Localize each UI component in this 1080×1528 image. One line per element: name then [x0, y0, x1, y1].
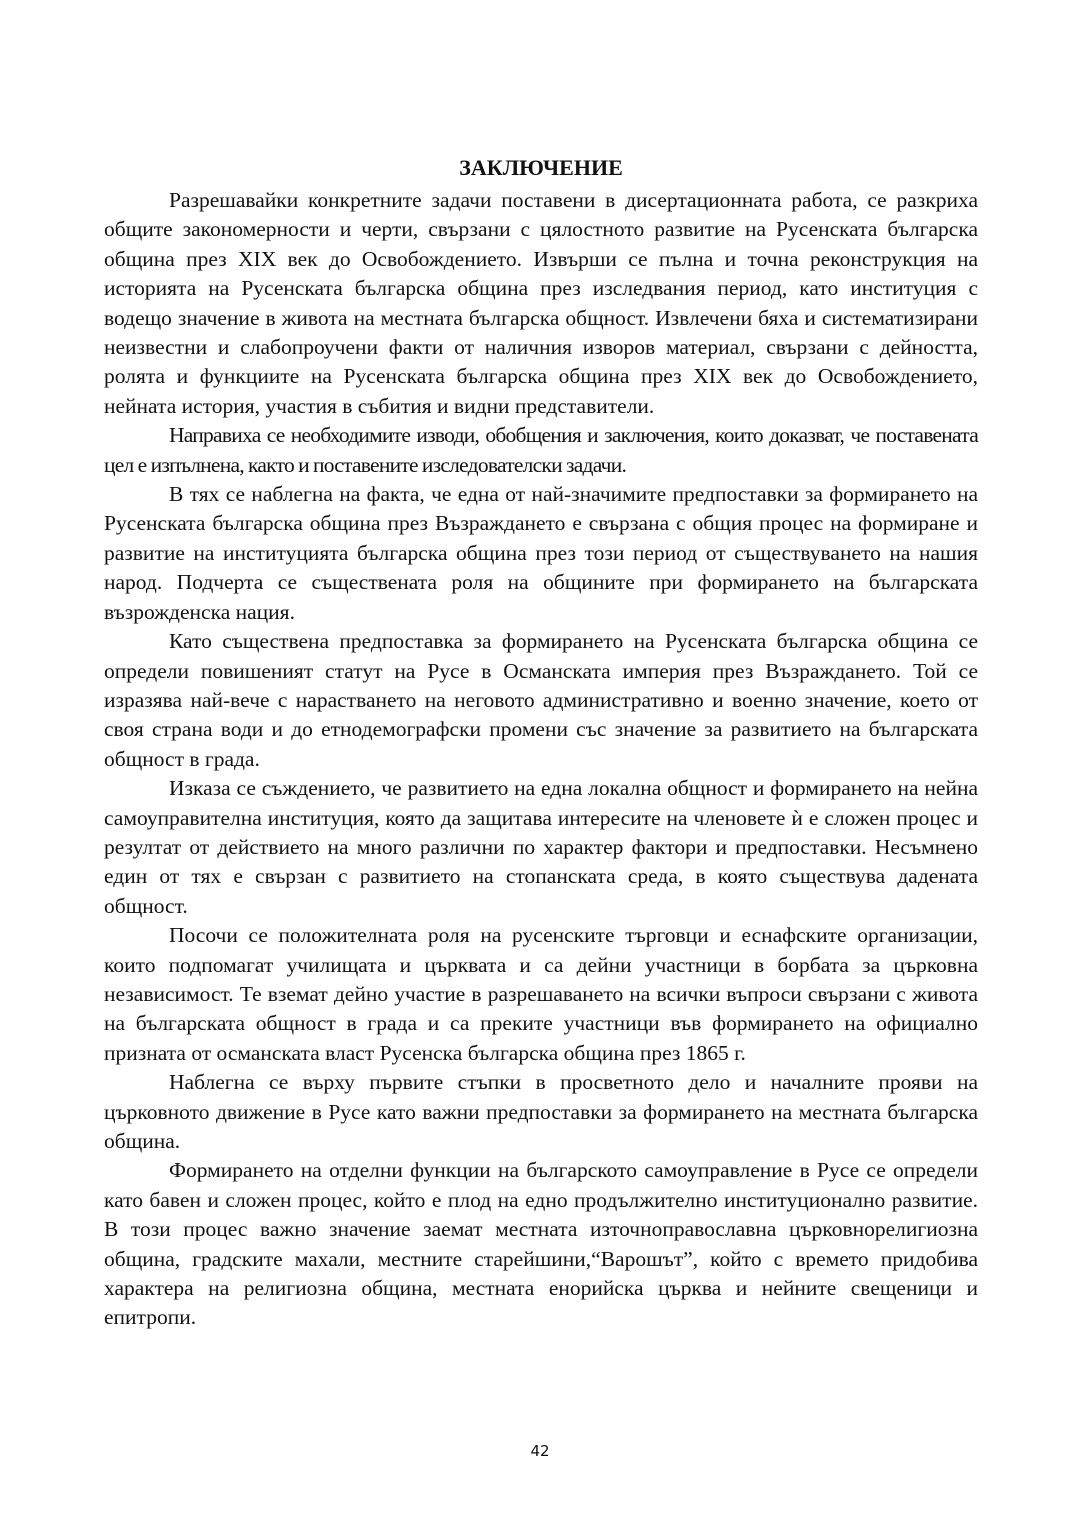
document-title: ЗАКЛЮЧЕНИЕ — [459, 155, 623, 180]
paragraph-6: Посочи се положителната роля на русенските търговци и еснафските организации, които подпомагат училищата и църквата и са дейни участници в борбата за църковна независимост. Те вземат дейно участие в разрешаването на всички въпроси свързани с живота на българската общност в града и са преките участници във формирането на официално призната от османската власт Русенска българска община през 1865 г. — [104, 923, 978, 1065]
document-body — [104, 150, 978, 1333]
paragraph-5: Изказа се съждението, че развитието на една локална общност и формирането на нейна самоуправителна институция, която да защитава интересите на членовете ѝ е сложен процес и резултат от действието на много различни по характер фактори и предпоставки. Несъмнено един от тях е свързан с развитието на стопанската среда, в която съществува дадената общност. — [104, 776, 978, 918]
paragraph-7: Наблегна се върху първите стъпки в просветното дело и началните прояви на църковното движение в Русе като важни предпоставки за формирането на местната българска община. — [104, 1070, 978, 1153]
paragraph-3: В тях се наблегна на факта, че една от най-значимите предпоставки за формирането на Русенската българска община през Възраждането е свързана с общия процес на формиране и развитие на институцията българска община през този период от съществуването на нашия народ. Подчерта се съществената роля на общините при формирането на българската възрожденска нация. — [104, 482, 978, 624]
paragraph-1: Разрешавайки конкретните задачи поставени в дисертационната работа, се разкриха общите закономерности и черти, свързани с цялостното развитие на Русенската българска община през XIX век до Освобождението. Извърши се пълна и точна реконструкция на историята на Русенската българска община през изследвания период, като институция с водещо значение в живота на местната българска общност. Извлечени бяха и систематизирани неизвестни и слабопроучени факти от наличния изворов материал, свързани с дейността, ролята и функциите на Русенската българска община през XIX век до Освобождението, нейната история, участия в събития и видни представители. — [104, 188, 978, 418]
page-number: 42 — [530, 1442, 550, 1460]
paragraph-4: Като съществена предпоставка за формирането на Русенската българска община се определи повишеният статут на Русе в Османската империя през Възраждането. Той се изразява най-вече с нарастването на неговото административно и военно значение, което от своя страна води и до етнодемографски промени със значение за развитието на българската общност в града. — [104, 629, 978, 771]
paragraph-2: Направиха се необходимите изводи, обобщения и заключения, които доказват, че поставената цел е изпълнена, както и поставените изследователски задачи. — [104, 423, 978, 477]
paragraph-8: Формирането на отделни функции на българското самоуправление в Русе се определи като бавен и сложен процес, който е плод на едно продължително институционално развитие. В този процес важно значение заемат местната източноправославна църковнорелигиозна община, градските махали, местните старейшини,“Варошът”, който с времето придобива характера на религиозна община, местната енорийска църква и нейните свещеници и епитропи. — [104, 1158, 978, 1330]
